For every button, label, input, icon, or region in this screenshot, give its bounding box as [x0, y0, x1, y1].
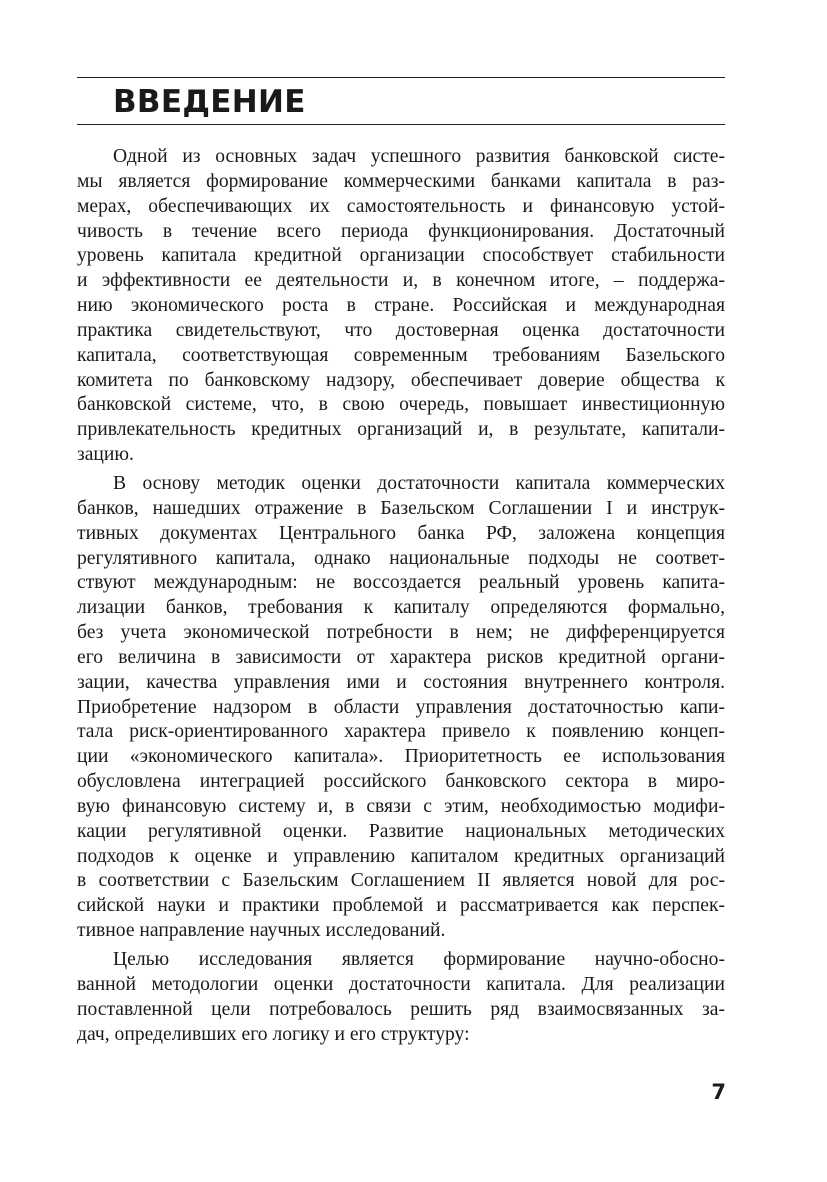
text-line: обусловлена интеграцией российского банковского сектора в миро-	[77, 771, 725, 793]
text-line: в соответствии с Базельским Соглашением II является новой для рос-	[77, 870, 725, 892]
text-line: банковской системе, что, в свою очередь, повышает инвестиционную	[77, 394, 725, 416]
paragraph	[77, 472, 725, 944]
text-line: В основу методик оценки достаточности капитала коммерческих	[113, 472, 725, 494]
text-line: Одной из основных задач успешного развития банковской систе-	[113, 146, 725, 167]
text-line: зации, качества управления ими и состояния внутреннего контроля.	[77, 671, 725, 693]
text-line: капитала, соответствующая современным требованиям Базельского	[77, 344, 725, 366]
text-line: практика свидетельствуют, что достоверная оценка достаточности	[77, 319, 725, 341]
text-line: кации регулятивной оценки. Развитие национальных методических	[77, 820, 725, 842]
text-line: регулятивного капитала, однако национальные подходы не соответ-	[77, 547, 725, 569]
text-line: дач, определивших его логику и его структуру:	[77, 1023, 470, 1045]
body-text	[77, 145, 725, 1047]
text-line: Приобретение надзором в области управления достаточностью капи-	[77, 696, 725, 718]
text-line: без учета экономической потребности в нем; не дифференцируется	[77, 622, 725, 644]
text-line: поставленной цели потребовалось решить ряд взаимосвязанных за-	[77, 998, 725, 1020]
paragraph	[77, 145, 725, 468]
text-line: чивость в течение всего периода функционирования. Достаточный	[77, 220, 725, 242]
text-line: тала риск-ориентированного характера привело к появлению концеп-	[77, 721, 725, 743]
paragraph	[77, 948, 725, 1047]
text-line: уровень капитала кредитной организации способствует стабильности	[77, 245, 725, 267]
text-line: тивных документах Центрального банка РФ, заложена концепция	[77, 522, 725, 544]
text-line: мерах, обеспечивающих их самостоятельность и финансовую устой-	[77, 195, 725, 217]
text-line: лизации банков, требования к капиталу определяются формально,	[77, 597, 725, 619]
text-line: зацию.	[77, 444, 134, 466]
text-line: Целью исследования является формирование научно-обосно-	[113, 949, 725, 970]
page-number: 7	[711, 1080, 726, 1104]
text-line: привлекательность кредитных организаций и, в результате, капитали-	[77, 419, 725, 441]
chapter-title: ВВЕДЕНИЕ	[113, 84, 306, 120]
text-line: комитета по банковскому надзору, обеспечивает доверие общества к	[77, 369, 725, 391]
text-line: сийской науки и практики проблемой и рассматривается как перспек-	[77, 895, 725, 917]
text-line: ции «экономического капитала». Приоритетность ее использования	[77, 746, 725, 768]
text-line: вую финансовую систему и, в связи с этим, необходимостью модифи-	[77, 795, 725, 817]
text-line: подходов к оценке и управлению капиталом кредитных организаций	[77, 845, 725, 867]
text-line: тивное направление научных исследований.	[77, 920, 446, 942]
text-line: ванной методологии оценки достаточности капитала. Для реализации	[77, 973, 725, 995]
text-line: ствуют международным: не воссоздается реальный уровень капита-	[77, 572, 725, 594]
text-line: нию экономического роста в стране. Российская и международная	[77, 295, 725, 317]
text-line: его величина в зависимости от характера рисков кредитной органи-	[77, 646, 725, 668]
header-rule-top	[77, 77, 725, 78]
header-rule-bottom	[77, 124, 725, 125]
text-line: и эффективности ее деятельности и, в конечном итоге, – поддержа-	[77, 270, 725, 292]
text-line: мы является формирование коммерческими банками капитала в раз-	[77, 170, 725, 192]
text-line: банков, нашедших отражение в Базельском Соглашении I и инструк-	[77, 497, 725, 519]
